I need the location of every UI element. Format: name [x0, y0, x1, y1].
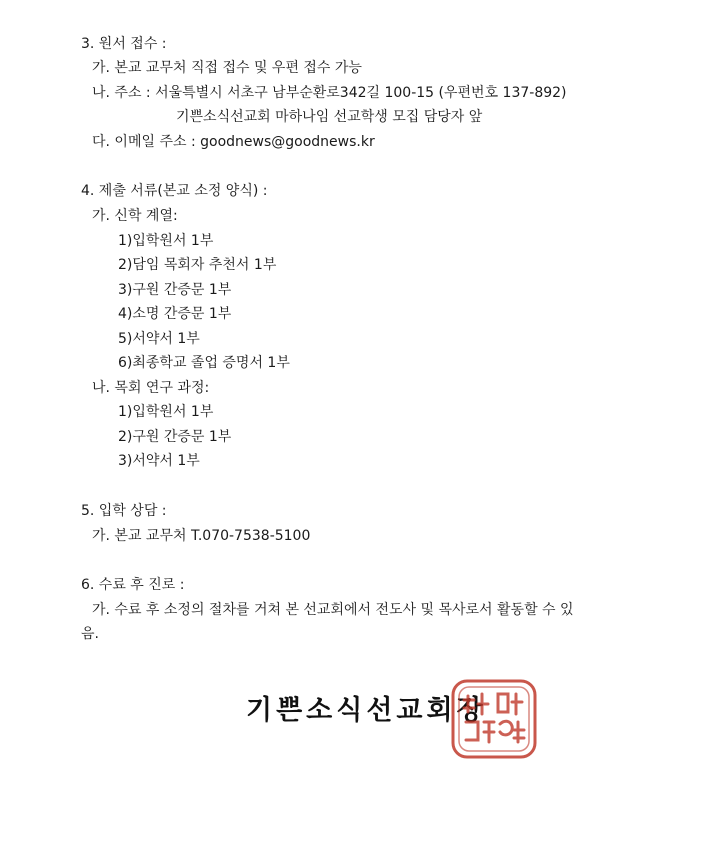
section-4-item-a: 가. 신학 계열:	[92, 208, 178, 224]
section-4-a-list-item: 2)담임 목회자 추천서 1부	[118, 257, 277, 273]
section-5-heading: 5. 입학 상담 :	[81, 503, 167, 519]
section-4-a-list-item: 1)입학원서 1부	[118, 233, 214, 249]
signature: 기쁜소식선교회장	[246, 695, 487, 726]
section-4-a-list-item: 4)소명 간증문 1부	[118, 306, 232, 322]
section-6-item-a-cont: 음.	[81, 626, 99, 642]
section-4-b-list-item: 2)구원 간증문 1부	[118, 429, 232, 445]
section-4-a-list-item: 3)구원 간증문 1부	[118, 282, 232, 298]
section-5-item-a: 가. 본교 교무처 T.070-7538-5100	[92, 528, 311, 544]
section-4-a-list-item: 6)최종학교 졸업 증명서 1부	[118, 355, 290, 371]
section-6-heading: 6. 수료 후 진로 :	[81, 577, 185, 593]
section-3-item-c: 다. 이메일 주소 : goodnews@goodnews.kr	[92, 134, 375, 150]
section-4-b-list-item: 3)서약서 1부	[118, 453, 200, 469]
section-4-item-b: 나. 목회 연구 과정:	[92, 380, 210, 396]
section-4-a-list-item: 5)서약서 1부	[118, 331, 200, 347]
section-3-heading: 3. 원서 접수 :	[81, 36, 167, 52]
section-3-item-b: 나. 주소 : 서울특별시 서초구 남부순환로342길 100-15 (우편번호 137-892)	[92, 85, 567, 101]
official-seal-icon	[450, 678, 538, 760]
section-3-item-b-cont: 기쁜소식선교회 마하나임 선교학생 모집 담당자 앞	[176, 109, 483, 125]
section-6-item-a: 가. 수료 후 소정의 절차를 거쳐 본 선교회에서 전도사 및 목사로서 활동할 수 있	[92, 602, 574, 618]
section-3-item-a: 가. 본교 교무처 직접 접수 및 우편 접수 가능	[92, 60, 362, 76]
section-4-b-list-item: 1)입학원서 1부	[118, 404, 214, 420]
section-4-heading: 4. 제출 서류(본교 소정 양식) :	[81, 183, 268, 199]
